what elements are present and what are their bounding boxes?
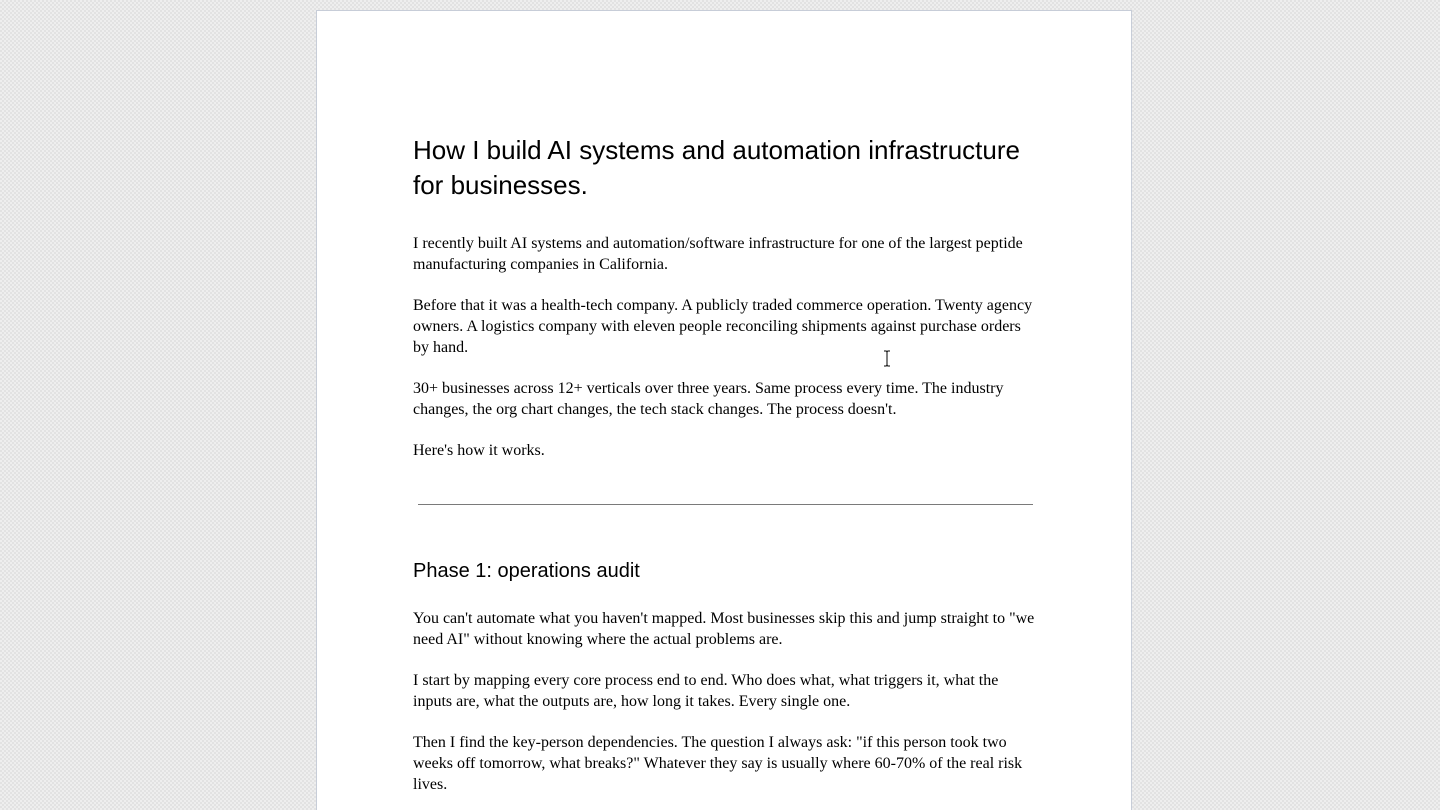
section-paragraph-3[interactable]: Then I find the key-person dependencies. The question I always ask: "if this person took two weeks off tomorrow, what breaks?" Whatever they say is usually where 60-70% of the real risk lives. [413, 734, 1023, 793]
section-heading[interactable]: Phase 1: operations audit [413, 560, 640, 582]
document-body[interactable] [413, 133, 1037, 810]
document-page[interactable] [316, 10, 1132, 810]
horizontal-rule [418, 504, 1033, 505]
intro-paragraph-3[interactable]: 30+ businesses across 12+ verticals over three years. Same process every time. The industry changes, the org chart changes, the tech stack changes. The process doesn't. [413, 380, 1004, 418]
text-cursor-icon [883, 350, 891, 367]
intro-paragraph-4[interactable]: Here's how it works. [413, 442, 545, 459]
section-paragraph-1[interactable]: You can't automate what you haven't mapped. Most businesses skip this and jump straight to "we need AI" without knowing where the actual problems are. [413, 610, 1035, 648]
intro-paragraph-2[interactable]: Before that it was a health-tech company. A publicly traded commerce operation. Twenty agency owners. A logistics company with eleven people reconciling shipments against purchase orders by hand. [413, 297, 1033, 356]
intro-paragraph-1[interactable]: I recently built AI systems and automation/software infrastructure for one of the largest peptide manufacturing companies in California. [413, 235, 1023, 273]
document-title[interactable]: How I build AI systems and automation infrastructure for businesses. [413, 135, 1020, 200]
section-paragraph-2[interactable]: I start by mapping every core process end to end. Who does what, what triggers it, what the inputs are, what the outputs are, how long it takes. Every single one. [413, 672, 999, 710]
